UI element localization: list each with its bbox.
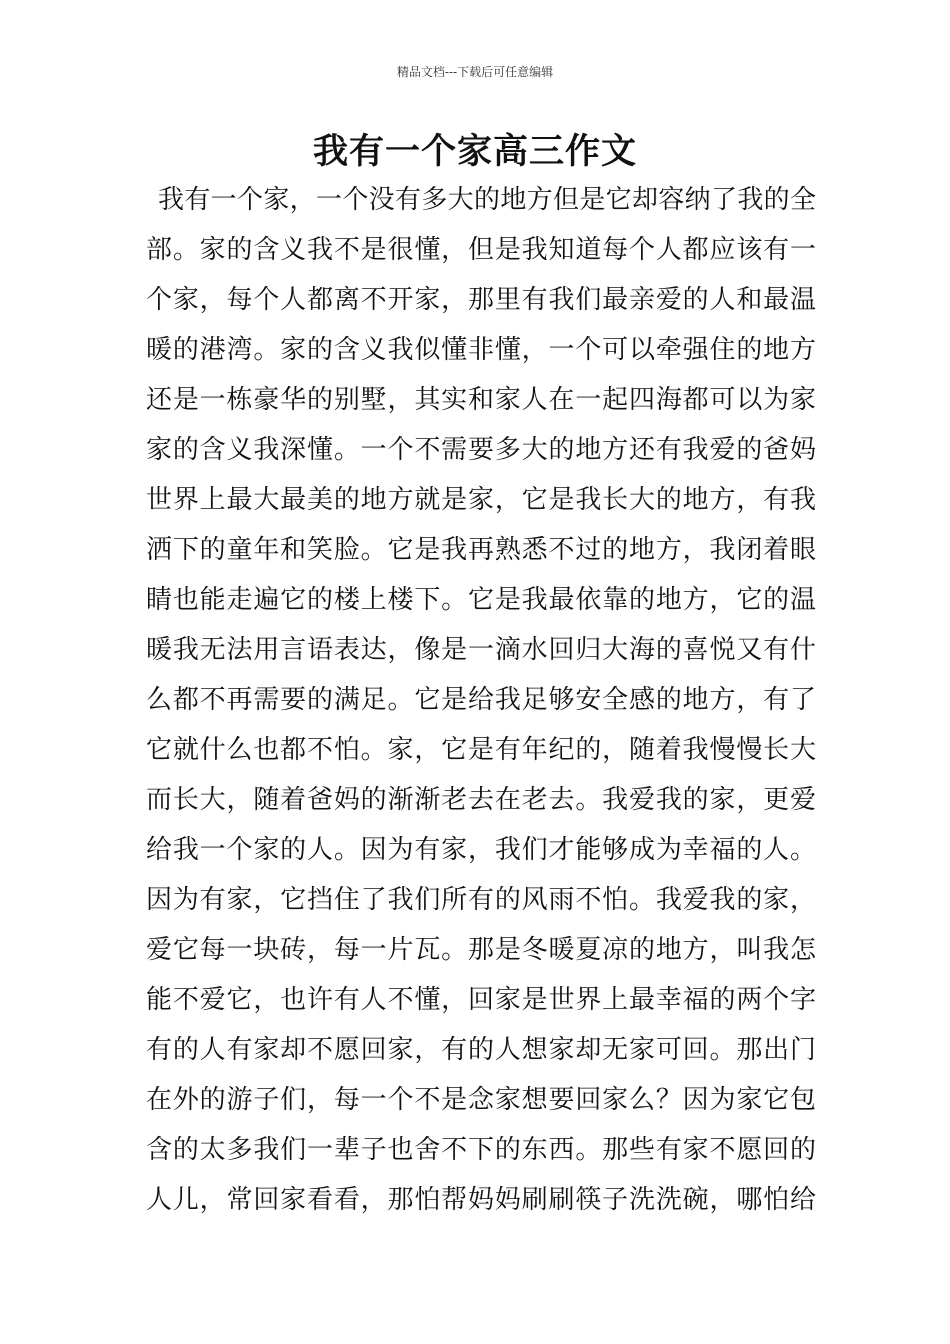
body-line: 洒下的童年和笑脸。它是我再熟悉不过的地方，我闭着眼 xyxy=(146,535,816,565)
body-line: 还是一栋豪华的别墅，其实和家人在一起四海都可以为家 xyxy=(146,385,816,415)
body-line: 睛也能走遍它的楼上楼下。它是我最依靠的地方，它的温 xyxy=(146,585,816,615)
body-line: 世界上最大最美的地方就是家，它是我长大的地方，有我 xyxy=(146,485,816,515)
body-line: 在外的游子们，每一个不是念家想要回家么？因为家它包 xyxy=(146,1085,816,1115)
body-line: 暖我无法用言语表达，像是一滴水回归大海的喜悦又有什 xyxy=(146,635,816,665)
body-line: 我有一个家，一个没有多大的地方但是它却容纳了我的全 xyxy=(158,185,816,215)
body-line: 人儿，常回家看看，那怕帮妈妈刷刷筷子洗洗碗，哪怕给 xyxy=(146,1185,816,1215)
body-line: 而长大，随着爸妈的渐渐老去在老去。我爱我的家，更爱 xyxy=(146,785,816,815)
document-body xyxy=(146,175,816,1225)
page-header: 精品文档---下载后可任意编辑 xyxy=(396,65,554,79)
body-line: 家的含义我深懂。一个不需要多大的地方还有我爱的爸妈 xyxy=(146,435,816,465)
body-line: 它就什么也都不怕。家，它是有年纪的，随着我慢慢长大 xyxy=(146,735,816,765)
body-line: 能不爱它，也许有人不懂，回家是世界上最幸福的两个字 xyxy=(146,985,816,1015)
body-line: 给我一个家的人。因为有家，我们才能够成为幸福的人。 xyxy=(146,835,816,865)
body-line: 含的太多我们一辈子也舍不下的东西。那些有家不愿回的 xyxy=(146,1135,816,1165)
document-title: 我有一个家高三作文 xyxy=(312,132,637,172)
body-line: 暖的港湾。家的含义我似懂非懂，一个可以牵强住的地方 xyxy=(146,335,816,365)
body-line: 个家，每个人都离不开家，那里有我们最亲爱的人和最温 xyxy=(146,285,816,315)
body-line: 么都不再需要的满足。它是给我足够安全感的地方，有了 xyxy=(146,685,816,715)
body-line: 因为有家，它挡住了我们所有的风雨不怕。我爱我的家， xyxy=(146,885,816,915)
body-line: 部。家的含义我不是很懂，但是我知道每个人都应该有一 xyxy=(146,235,816,265)
body-line: 爱它每一块砖，每一片瓦。那是冬暖夏凉的地方，叫我怎 xyxy=(146,935,816,965)
body-line: 有的人有家却不愿回家，有的人想家却无家可回。那出门 xyxy=(146,1035,816,1065)
